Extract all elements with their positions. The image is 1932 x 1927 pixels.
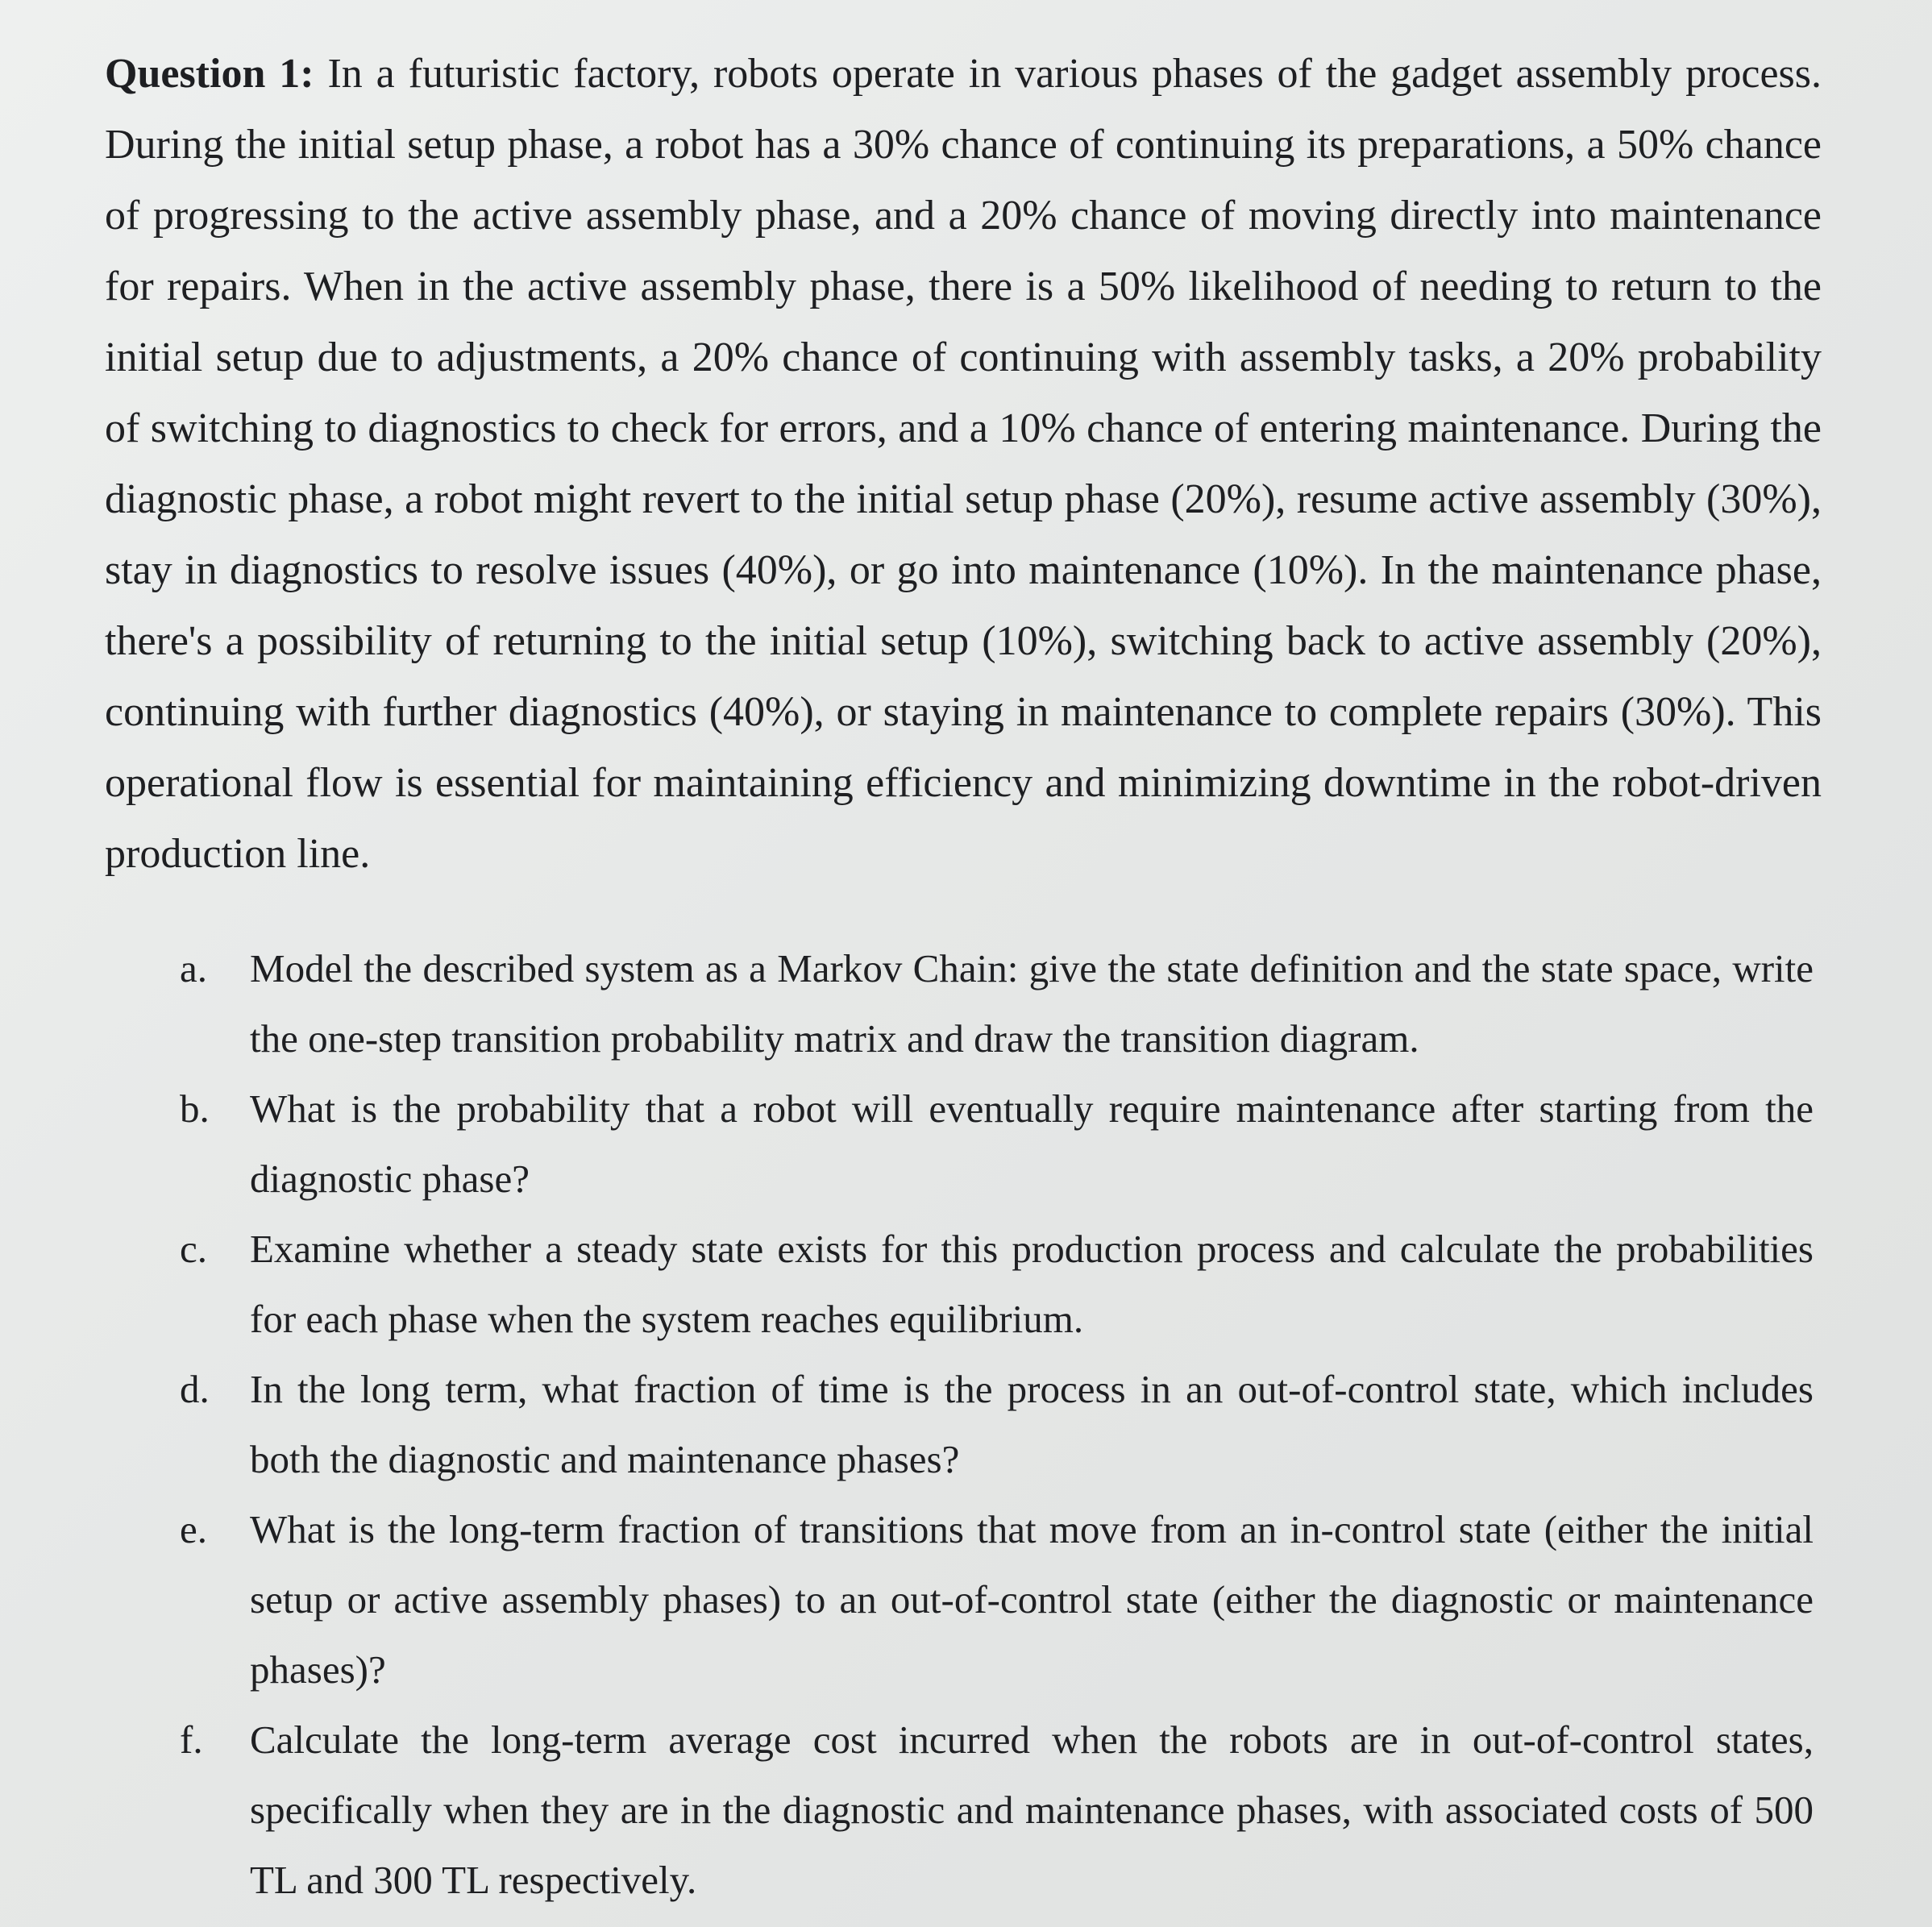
sub-questions-list [173,933,1814,1915]
sub-question-b [173,1074,1814,1214]
question-paragraph [105,39,1822,890]
sub-question-f [173,1705,1814,1915]
sub-question-letter: b. [180,1086,210,1131]
question-text: In a futuristic factory, robots operate in various phases of the gadget assembly process. During the initial setup phase, a robot has a 30% chance of continuing its preparations, a 50% chance of progressing to the active assembly phase, and a 20% chance of moving directly into maintenance for repairs. When in the active assembly phase, there is a 50% likelihood of needing to return to the initial setup due to adjustments, a 20% chance of continuing with assembly tasks, a 20% probability of switching to diagnostics to check for errors, and a 10% chance of entering maintenance. During the diagnostic phase, a robot might revert to the initial setup phase (20%), resume active assembly (30%), stay in diagnostics to resolve issues (40%), or go into maintenance (10%). In the maintenance phase, there's a possibility of returning to the initial setup (10%), switching back to active assembly (20%), continuing with further diagnostics (40%), or staying in maintenance to complete repairs (30%). This operational flow is essential for maintaining efficiency and minimizing downtime in the robot-driven production line. [105,51,1822,877]
sub-question-d [173,1354,1814,1494]
sub-question-e [173,1494,1814,1705]
sub-question-letter: a. [180,946,207,990]
question-label: Question 1: [105,51,314,97]
sub-question-text: Model the described system as a Markov Chain: give the state definition and the state space, write the one-step transition probability matrix and draw the transition diagram. [250,946,1814,1061]
sub-question-letter: e. [180,1507,207,1551]
sub-question-text: Examine whether a steady state exists for this production process and calculate the probabilities for each phase when the system reaches equilibrium. [250,1227,1814,1341]
sub-question-text: Calculate the long-term average cost incurred when the robots are in out-of-control states, specifically when they are in the diagnostic and maintenance phases, with associated costs of 500 TL and 300 TL respectively. [250,1717,1814,1902]
sub-question-letter: d. [180,1367,210,1411]
sub-question-a [173,933,1814,1074]
sub-question-text: In the long term, what fraction of time is the process in an out-of-control state, which includes both the diagnostic and maintenance phases? [250,1367,1814,1481]
sub-question-letter: f. [180,1717,203,1762]
sub-question-letter: c. [180,1227,207,1271]
sub-question-text: What is the long-term fraction of transitions that move from an in-control state (either the initial setup or active assembly phases) to an out-of-control state (either the diagnostic or maintenance phases)? [250,1507,1814,1692]
sub-question-c [173,1214,1814,1354]
sub-question-text: What is the probability that a robot will eventually require maintenance after starting from the diagnostic phase? [250,1086,1814,1201]
